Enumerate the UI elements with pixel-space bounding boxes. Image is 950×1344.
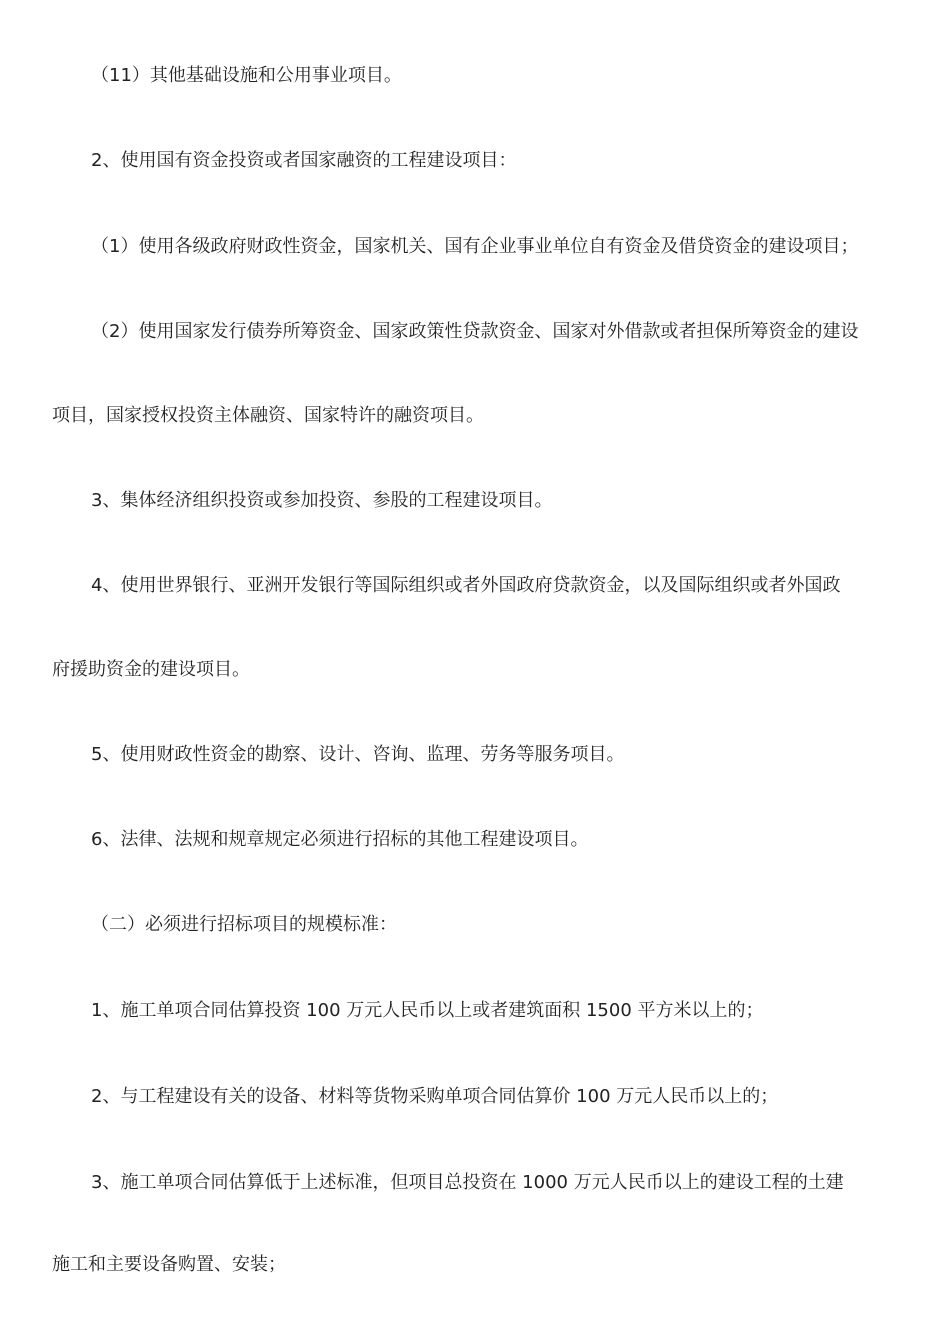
text-line-8: 府援助资金的建设项目。 bbox=[52, 659, 250, 680]
text-line-12: 1、施工单项合同估算投资 100 万元人民币以上或者建筑面积 1500 平方米以上的； bbox=[91, 1000, 764, 1021]
text-line-4: （2）使用国家发行债券所筹资金、国家政策性贷款资金、国家对外借款或者担保所筹资金的建设 bbox=[91, 321, 859, 342]
text-line-13: 2、与工程建设有关的设备、材料等货物采购单项合同估算价 100 万元人民币以上的； bbox=[91, 1086, 779, 1107]
text-line-10: 6、法律、法规和规章规定必须进行招标的其他工程建设项目。 bbox=[91, 829, 589, 850]
text-line-7: 4、使用世界银行、亚洲开发银行等国际组织或者外国政府贷款资金，以及国际组织或者外国政 bbox=[91, 575, 841, 596]
text-line-11: （二）必须进行招标项目的规模标准： bbox=[91, 914, 397, 935]
text-line-1: （11）其他基础设施和公用事业项目。 bbox=[91, 65, 402, 86]
text-line-15: 施工和主要设备购置、安装； bbox=[52, 1254, 286, 1275]
text-line-9: 5、使用财政性资金的勘察、设计、咨询、监理、劳务等服务项目。 bbox=[91, 744, 625, 765]
text-line-2: 2、使用国有资金投资或者国家融资的工程建设项目： bbox=[91, 150, 517, 171]
text-line-14: 3、施工单项合同估算低于上述标准，但项目总投资在 1000 万元人民币以上的建设工程的土建 bbox=[91, 1172, 844, 1193]
text-line-3: （1）使用各级政府财政性资金，国家机关、国有企业事业单位自有资金及借贷资金的建设项目； bbox=[91, 236, 859, 257]
text-line-6: 3、集体经济组织投资或参加投资、参股的工程建设项目。 bbox=[91, 490, 553, 511]
text-line-5: 项目，国家授权投资主体融资、国家特许的融资项目。 bbox=[52, 405, 484, 426]
